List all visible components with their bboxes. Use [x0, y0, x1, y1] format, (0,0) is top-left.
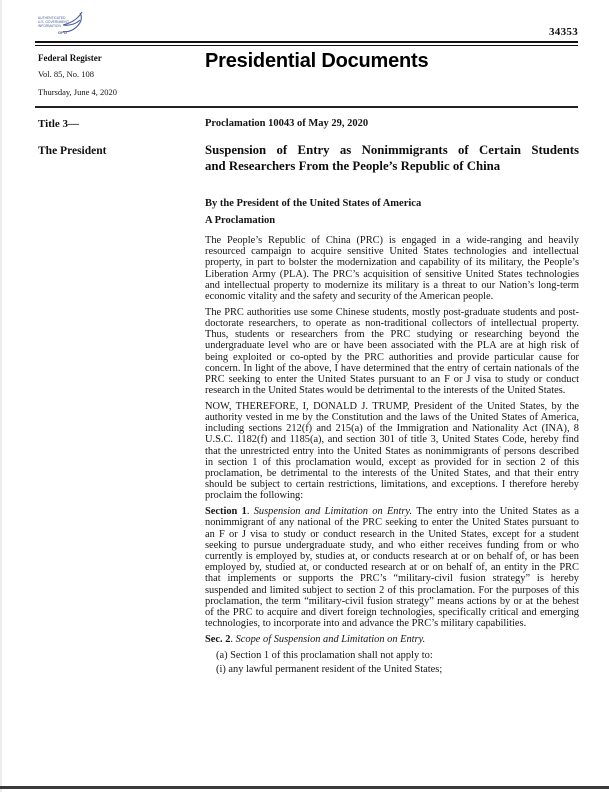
masthead-bottom-rule [35, 106, 578, 108]
sec-2-heading [205, 634, 579, 645]
section-1-sep: . [246, 506, 254, 518]
gpo-logo-text-line1: AUTHENTICATED [38, 16, 66, 20]
sidebar-title3: Title 3— [38, 118, 80, 130]
byline: By the President of the United States of America [205, 198, 422, 209]
section-1-italic-title: Suspension and Limitation on Entry. [253, 506, 413, 518]
proclamation-body [205, 118, 579, 679]
page-bottom-edge [0, 786, 609, 789]
paragraph-2: The PRC authorities use some Chinese students, mostly post-graduate students and post-doctorate researchers, to operate as non-traditional collectors of intellectual property. Thus, students or researchers from the PRC studying or researching beyond the undergraduate level who are or have been associated with the PLA are at high risk of being exploited or co-opted by the PRC authorities and provide particular cause for concern. In light of the above, I have determined that the entry of certain nationals of the PRC seeking to enter the United States pursuant to an F or J visa to study or conduct research in the United States would be detrimental to the interests of the United States. [205, 306, 579, 397]
masthead-volume: Vol. 85, No. 108 [38, 69, 95, 79]
header-double-rule [35, 41, 578, 46]
section-1-paragraph [205, 506, 579, 629]
masthead-publication: Federal Register [38, 53, 102, 63]
sidebar-the-president: The President [38, 145, 107, 157]
page-number: 34353 [549, 26, 578, 38]
paragraph-3: NOW, THEREFORE, I, DONALD J. TRUMP, President of the United States, by the authority vested in me by the Constitution and the laws of the United States of America, including sections 212(f) and 215(a) of the Immigration and Nationality Act (INA), 8 U.S.C. 1182(f) and 1185(a), and section 301 of title 3, United States Code, hereby find that the unrestricted entry into the United States as nonimmigrants of persons described in section 1 of this proclamation would, except as provided for in section 2 of this proclamation, be detrimental to the interests of the United States, and that their entry should be subject to certain restrictions, limitations, and exceptions. I therefore hereby proclaim the following: [205, 400, 579, 502]
proclamation-number-line: Proclamation 10043 of May 29, 2020 [205, 118, 369, 129]
gpo-logo-text-line2: U.S. GOVERNMENT [38, 20, 69, 24]
section-title: Presidential Documents [205, 50, 429, 72]
proclamation-title-line1: Suspension of Entry as Nonimmigrants of Certain Students [205, 143, 579, 157]
gpo-logo-text-line3: INFORMATION [38, 24, 61, 28]
sec-2-item-a: (a) Section 1 of this proclamation shall not apply to: [216, 649, 433, 661]
title-sidebar [38, 118, 188, 157]
section-1-label: Section 1 [205, 506, 247, 518]
section-1-body: The entry into the United States as a nonimmigrant of any national of the PRC seeking to enter the United States pursuant to an F or J visa to study or conduct research in the United States, except for a student seeking to pursue undergraduate study, and who either receives funding from or who currently is employed by, studies at, or conducts research at or on behalf of, or has been employed by, studied at, or conducted research at or on behalf of, an entity in the PRC that implements or supports the PRC’s “military-civil fusion strategy” is hereby suspended and limited subject to section 2 of this proclamation. For the purposes of this proclamation, the term “military-civil fusion strategy” means actions by or at the behest of the PRC to acquire and divert foreign technologies, specifically critical and emerging technologies, to incorporate into and advance the PRC’s military capabilities. [205, 506, 579, 630]
gpo-logo-gpo-text: GPO [58, 30, 67, 35]
masthead [38, 53, 198, 105]
a-proclamation-heading: A Proclamation [205, 215, 276, 226]
paragraph-1: The People’s Republic of China (PRC) is engaged in a wide-ranging and heavily resourced campaign to acquire sensitive United States technologies and intellectual property, in part to bolster the modernization and capability of its military, the People’s Liberation Army (PLA). The PRC’s acquisition of sensitive United States technologies and intellectual property to modernize its military is a threat to our Nation’s long-term economic vitality and the safety and security of the American people. [205, 235, 579, 303]
sec-2-italic-title: Scope of Suspension and Limitation on Entry. [235, 633, 426, 645]
proclamation-title-line2: and Researchers From the People’s Republic of China [205, 158, 501, 173]
sec-2-item-i: (i) any lawful permanent resident of the United States; [216, 664, 443, 676]
proclamation-title [205, 143, 579, 174]
masthead-date: Thursday, June 4, 2020 [38, 87, 118, 97]
sec-2-label: Sec. 2 [205, 633, 231, 645]
sec-2-sep: . [230, 633, 236, 645]
